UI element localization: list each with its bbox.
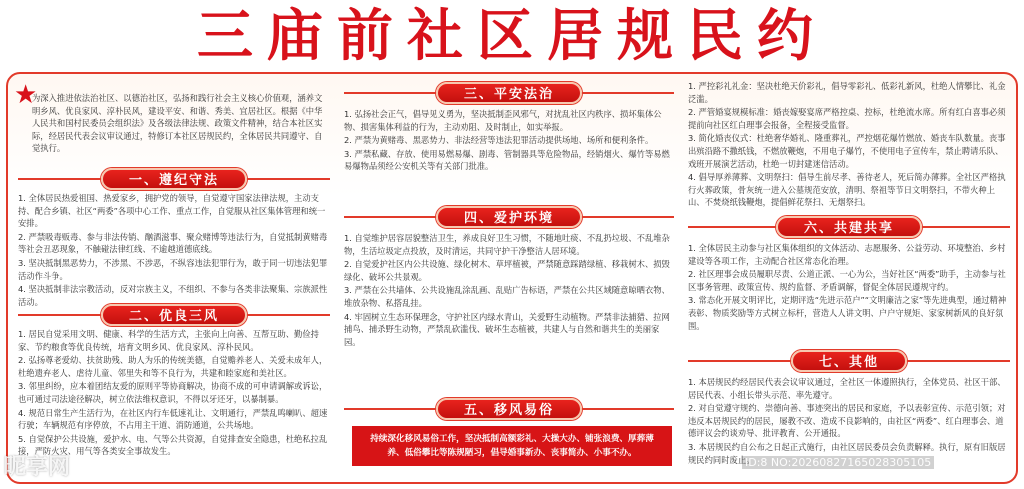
section-header-4 bbox=[344, 206, 674, 228]
section-4-body bbox=[344, 232, 674, 349]
section-heading: 二、优良三风 bbox=[101, 304, 247, 326]
section-5-banner: 持续深化移风易俗工作，坚决抵制高额彩礼、大操大办、铺张浪费、厚葬薄养、低俗攀比等陈规陋习，倡导婚事新办、丧事简办、小事不办。 bbox=[352, 426, 672, 466]
list-item: 1. 自觉维护居容居貌整洁卫生，养成良好卫生习惯，不随地吐痰、不乱扔垃圾、不乱堆杂物，生活垃圾定点投放，及时清运，共同守护干净整洁人居环境。 bbox=[344, 233, 670, 256]
watermark-logo: 昵享网 bbox=[4, 455, 71, 480]
list-item: 2. 严禁吸毒贩毒、参与非法传销、酗酒滋事、聚众赌博等违法行为，自觉抵制黄赌毒等社会丑恶现象，不触碰法律红线、不逾越道德底线。 bbox=[18, 231, 328, 255]
list-item: 1. 严控彩礼礼金：坚决杜绝天价彩礼，倡导零彩礼、低彩礼新风，杜绝人情攀比、礼金泛滥。 bbox=[688, 81, 1006, 104]
list-item: 1. 本居规民约经居民代表会议审议通过，全社区一体遵照执行，全体党员、社区干部、居民代表、小组长带头示范、率先遵守。 bbox=[688, 377, 1006, 400]
section-3-body bbox=[344, 108, 674, 174]
page-title: 三庙前社区居规民约 bbox=[197, 4, 827, 69]
column-left bbox=[18, 92, 330, 156]
star-icon: ★ bbox=[14, 80, 38, 110]
list-item: 5. 自觉保护公共设施，爱护水、电、气等公共资源，自觉排查安全隐患，杜绝私拉乱接，严防火灾、用气等各类安全事故发生。 bbox=[18, 433, 328, 457]
list-item: 4. 坚决抵制非法宗教活动，反对宗族主义，不组织、不参与各类非法聚集、宗族派性活动。 bbox=[18, 284, 328, 307]
watermark-id: ID:8 NO:20260827165028305105 bbox=[742, 456, 934, 469]
list-item: 4. 倡导厚养薄葬、文明祭扫：倡导生前尽孝、善待老人，死后简办薄葬。全社区严格执行火葬政策，骨灰统一进入公墓规范安放，清明、祭祖等节日文明祭扫，不带火种上山、不焚烧纸钱鞭炮，提倡鲜花祭扫、无烟祭扫。 bbox=[688, 172, 1006, 208]
list-item: 2. 对自觉遵守规约、崇德向善、事迹突出的居民和家庭，予以表彰宣传、示范引领；对违反本居规民约的居民，屡教不改、造成不良影响的，由社区“两委”、红白理事会、道德评议会约谈劝导、批评教育、公开通报。 bbox=[688, 403, 1006, 439]
section-header-5 bbox=[344, 398, 674, 420]
section-header-6 bbox=[688, 216, 1010, 238]
section-header-3 bbox=[344, 82, 674, 104]
section-5-continued bbox=[688, 80, 1010, 210]
list-item: 3. 常态化开展文明评比，定期评选“先进示范户”“文明廉洁之家”等先进典型，通过精神表彰、物质奖励等方式树立标杆，营造人人讲文明、户户守规矩、家家树新风的良好氛围。 bbox=[688, 295, 1007, 331]
list-item: 2. 严管婚宴规模标准：婚丧嫁娶宴席严格控桌、控标，杜绝流水席。所有红白喜事必须提前向社区红白理事会报备，全程接受监督。 bbox=[688, 107, 1006, 130]
list-item: 2. 社区理事会成员履职尽责、公道正派、一心为公，当好社区“两委”助手，主动参与社区事务管理、政策宣传、规约监督、矛盾调解，督促全体居民遵规守约。 bbox=[688, 269, 1006, 292]
list-item: 4. 牢固树立生态环保理念，守护社区内绿水青山，关爱野生动植物。严禁非法捕猎、拉网捕鸟、捕杀野生动物，严禁乱砍滥伐、破坏生态植被，共建人与自然和谐共生的美丽家园。 bbox=[344, 311, 670, 347]
section-6-body bbox=[688, 242, 1010, 333]
section-header-1 bbox=[18, 168, 330, 190]
list-item: 3. 简化婚丧仪式：杜绝奢华婚礼、隆重葬礼，严控烟花爆竹燃放、婚丧车队数量。丧事出殡沿路不撒纸钱，不燃放鞭炮，不用电子爆竹，不使用电子宣传车，禁止聘请乐队、戏班开展演艺活动，杜绝一切封建迷信活动。 bbox=[688, 133, 1006, 169]
list-item: 1. 弘扬社会正气，倡导见义勇为，坚决抵制歪风邪气，对扰乱社区内秩序、损坏集体公物、损害集体利益的行为，主动劝阻、及时制止，如实举报。 bbox=[344, 109, 662, 132]
list-item: 1. 居民自觉采用文明、健康、科学的生活方式，主张向上向善、互帮互助、勤俭持家、节约粮食等优良传统，培育文明乡风、优良家风、淳朴民风。 bbox=[18, 329, 319, 352]
list-item: 3. 本居规民约自公布之日起正式施行，由社区居民委员会负责解释。执行，原有旧版居规民约同时废止。 bbox=[688, 441, 1006, 465]
list-item: 2. 自觉爱护社区内公共设施、绿化树木、草坪植被，严禁随意踩踏绿植、移栽树木、损毁绿化、破坏公共景观。 bbox=[344, 259, 670, 282]
section-heading: 一、遵纪守法 bbox=[101, 168, 247, 190]
list-item: 3. 严禁在公共墙体、公共设施乱涂乱画、乱贴广告标语，严禁在公共区域随意晾晒衣物、堆放杂物、私搭乱挂。 bbox=[344, 285, 670, 308]
section-heading: 三、平安法治 bbox=[436, 82, 582, 104]
list-item: 3. 邻里纠纷，应本着团结友爱的原则平等协商解决，协商不成的可申请调解或诉讼，也可通过司法途径解决，树立依法维权意识，不得以牙还牙，以暴制暴。 bbox=[18, 381, 328, 404]
list-item: 3. 坚决抵制黑恶势力，不涉黑、不涉恶，不纵容违法犯罪行为，敢于同一切违法犯罪活动作斗争。 bbox=[18, 257, 328, 281]
list-item: 2. 严禁为黄赌毒、黑恶势力、非法经营等违法犯罪活动提供场地、场所和便利条件。 bbox=[344, 135, 654, 146]
list-item: 2. 弘扬尊老爱幼、扶贫助残、助人为乐的传统美德，自觉赡养老人、关爱未成年人，杜绝遗弃老人、虐待儿童、邻里失和等不良行为，共建和睦家庭和美社区。 bbox=[18, 355, 328, 378]
section-header-2 bbox=[18, 304, 330, 326]
section-heading: 四、爱护环境 bbox=[436, 206, 582, 228]
section-header-7 bbox=[688, 350, 1010, 372]
list-item: 1. 全体居民主动参与社区集体组织的文体活动、志愿服务、公益劳动、环境整治、乡村建设等各项工作，主动配合社区常态化治理。 bbox=[688, 243, 1006, 266]
list-item: 1. 全体居民热爱祖国、热爱家乡，拥护党的领导，自觉遵守国家法律法规，主动支持、配合乡镇、社区“两委”各项中心工作、重点工作，自觉服从社区集体管理和统一安排。 bbox=[18, 193, 326, 229]
section-1-body bbox=[18, 192, 330, 309]
list-item: 3. 严禁私藏、存放、使用易燃易爆、剧毒、管制器具等危险物品，经销烟火、爆竹等易燃易爆物品须经公安机关等有关部门批准。 bbox=[344, 148, 670, 172]
section-heading: 五、移风易俗 bbox=[436, 398, 582, 420]
list-item: 4. 规范日常生产生活行为，在社区内行车低速礼让、文明通行，严禁乱鸣喇叭、超速行驶；车辆规范有序停放，不占用主干道、消防通道，公共场地。 bbox=[18, 407, 328, 431]
section-heading: 六、共建共享 bbox=[776, 216, 922, 238]
section-heading: 七、其他 bbox=[791, 350, 907, 372]
intro-paragraph: 为深入推进依法治社区、以德治社区，弘扬和践行社会主义核心价值观，涵养文明乡风、优良家风、淳朴民风，建设平安、和谐、秀美、宜居社区。根据《中华人民共和国村民委员会组织法》及各级法律法规、政策文件精神，结合本社区实际，经居民代表会议审议通过，特修订本社区居规民约，全体居民共同遵守、自觉执行。 bbox=[32, 93, 323, 154]
